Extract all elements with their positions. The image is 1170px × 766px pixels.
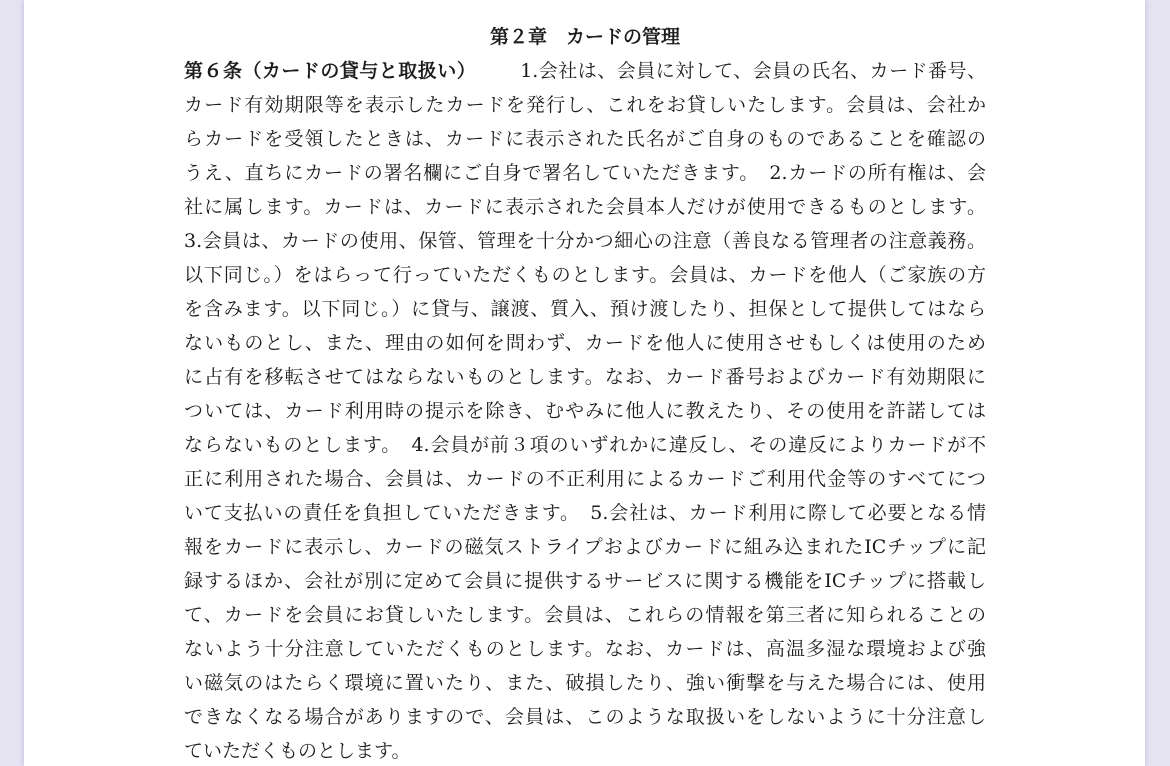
text-line: 録するほか、会社が別に定めて会員に提供するサービスに関する機能をICチップに搭載し	[184, 570, 986, 592]
text-line: 正に利用された場合、会員は、カードの不正利用によるカードご利用代金等のすべてにつ	[184, 468, 986, 490]
text-line: 1.会社は、会員に対して、会員の氏名、カード番号、	[520, 60, 986, 82]
text-line: て、カードを会員にお貸しいたします。会員は、これらの情報を第三者に知られることの	[184, 604, 986, 626]
text-line: ないよう十分注意していただくものとします。なお、カードは、高温多湿な環境および強	[184, 638, 986, 660]
article-heading: 第６条（カードの貸与と取扱い）	[184, 60, 477, 82]
text-line: ついては、カード利用時の提示を除き、むやみに他人に教えたり、その使用を許諾しては	[184, 400, 986, 422]
text-line: いて支払いの責任を負担していただきます。 5.会社は、カード利用に際して必要となる情	[184, 502, 986, 524]
text-line: 報をカードに表示し、カードの磁気ストライプおよびカードに組み込まれたICチップに記	[184, 536, 986, 558]
text-line: 3.会員は、カードの使用、保管、管理を十分かつ細心の注意（善良なる管理者の注意義務。	[184, 230, 986, 252]
text-line: ていただくものとします。	[184, 740, 411, 762]
text-line: 以下同じ。）をはらって行っていただくものとします。会員は、カードを他人（ご家族の方	[184, 264, 986, 286]
text-line: ないものとし、また、理由の如何を問わず、カードを他人に使用させもしくは使用のため	[184, 332, 986, 354]
document-body	[184, 20, 986, 766]
text-line: を含みます。以下同じ。）に貸与、譲渡、質入、預け渡したり、担保として提供してはなら	[184, 298, 986, 320]
text-line: い磁気のはたらく環境に置いたり、また、破損したり、強い衝撃を与えた場合には、使用	[184, 672, 986, 694]
text-line: 社に属します。カードは、カードに表示された会員本人だけが使用できるものとします。	[184, 196, 986, 218]
article-first-line	[184, 54, 986, 88]
text-line: できなくなる場合がありますので、会員は、このような取扱いをしないように十分注意し	[184, 706, 986, 728]
document-page	[24, 0, 1145, 766]
text-line: ならないものとします。 4.会員が前３項のいずれかに違反し、その違反によりカードが不	[184, 434, 986, 456]
text-line: カード有効期限等を表示したカードを発行し、これをお貸しいたします。会員は、会社か	[184, 94, 986, 116]
text-line: に占有を移転させてはならないものとします。なお、カード番号およびカード有効期限に	[184, 366, 986, 388]
text-line: うえ、直ちにカードの署名欄にご自身で署名していただきます。 2.カードの所有権は、会	[184, 162, 986, 184]
text-line: らカードを受領したときは、カードに表示された氏名がご自身のものであることを確認の	[184, 128, 986, 150]
chapter-title: 第２章 カードの管理	[489, 26, 680, 48]
